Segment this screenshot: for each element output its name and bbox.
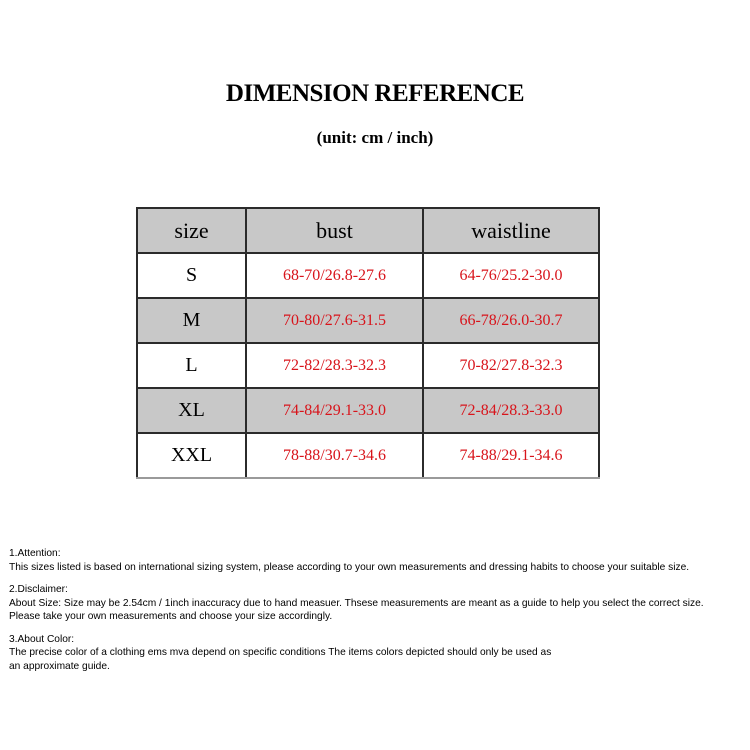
note-attention — [9, 547, 749, 574]
table-row — [137, 298, 599, 343]
table-row — [137, 253, 599, 298]
size-chart-table — [136, 207, 600, 479]
note-text: an approximate guide. — [9, 660, 110, 672]
note-heading: 3.About Color: — [9, 633, 75, 645]
size-cell: L — [137, 343, 246, 388]
header-size: size — [137, 208, 246, 253]
bust-cell: 72-82/28.3-32.3 — [246, 343, 423, 388]
bust-cell: 78-88/30.7-34.6 — [246, 433, 423, 478]
bust-cell: 74-84/29.1-33.0 — [246, 388, 423, 433]
page-title: DIMENSION REFERENCE — [225, 80, 525, 107]
size-cell: XL — [137, 388, 246, 433]
bust-cell: 68-70/26.8-27.6 — [246, 253, 423, 298]
note-text: The precise color of a clothing ems mva depend on specific conditions The items colors depicted should only be used as — [9, 647, 552, 658]
waistline-cell: 74-88/29.1-34.6 — [423, 433, 599, 478]
note-text: About Size: Size may be 2.54cm / 1inch inaccuracy due to hand measuer. Thsese measurements are meant as a guide to help you select the correct size. — [9, 597, 704, 609]
note-heading: 1.Attention: — [9, 548, 61, 559]
note-disclaimer — [9, 583, 749, 624]
size-cell: S — [137, 253, 246, 298]
size-cell: M — [137, 298, 246, 343]
bust-cell: 70-80/27.6-31.5 — [246, 298, 423, 343]
table-header-row — [137, 208, 599, 253]
notes-section — [9, 547, 749, 682]
header-bust: bust — [246, 208, 423, 253]
waistline-cell: 66-78/26.0-30.7 — [423, 298, 599, 343]
table-row — [137, 433, 599, 478]
note-heading: 2.Disclaimer: — [9, 584, 68, 595]
waistline-cell: 72-84/28.3-33.0 — [423, 388, 599, 433]
header-waistline: waistline — [423, 208, 599, 253]
waistline-cell: 70-82/27.8-32.3 — [423, 343, 599, 388]
note-text: Please take your own measurements and choose your size accordingly. — [9, 611, 333, 622]
note-text: This sizes listed is based on international sizing system, please according to your own measurements and dressing habits to choose your suitable size. — [9, 561, 690, 573]
waistline-cell: 64-76/25.2-30.0 — [423, 253, 599, 298]
size-cell: XXL — [137, 433, 246, 478]
table-row — [137, 343, 599, 388]
note-color — [9, 633, 749, 674]
table-row — [137, 388, 599, 433]
unit-subtitle: (unit: cm / inch) — [316, 128, 434, 147]
